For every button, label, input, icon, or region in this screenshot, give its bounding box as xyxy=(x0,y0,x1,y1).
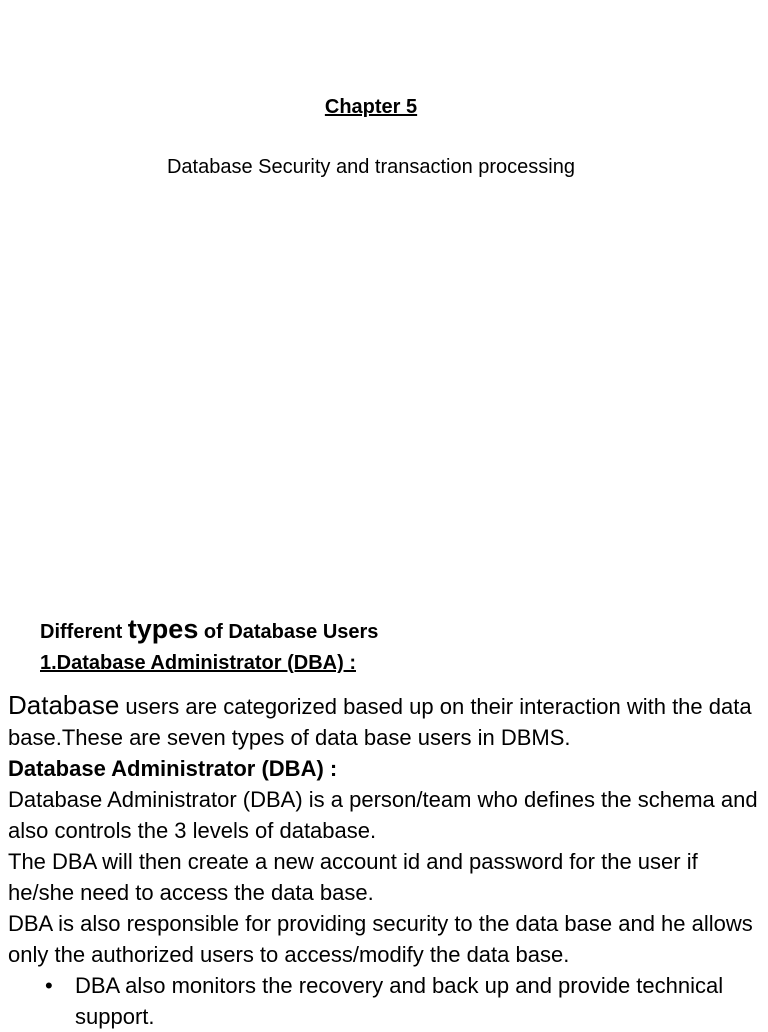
intro-lead-word: Database xyxy=(8,690,120,720)
list-item-text: DBA also monitors the recovery and back up and provide technical support. xyxy=(75,973,724,1029)
section-heading-emphasis: types xyxy=(127,614,199,644)
dba-heading: Database Administrator (DBA) : xyxy=(8,756,338,781)
paragraph-security: DBA is also responsible for providing security to the data base and he allows only the authorized users to access/modify the data base. xyxy=(8,911,753,967)
body-text xyxy=(8,690,763,1032)
list-item xyxy=(45,970,763,1032)
paragraph-account: The DBA will then create a new account id and password for the user if he/she need to access the data base. xyxy=(8,849,698,905)
section-heading-post: of Database Users xyxy=(198,621,379,643)
section-heading xyxy=(40,614,378,645)
intro-rest: users are categorized based up on their interaction with the data base.These are seven types of data base users in DBMS. xyxy=(8,694,752,750)
section-heading-pre: Different xyxy=(40,621,128,643)
dba-subheading: 1.Database Administrator (DBA) : xyxy=(40,652,356,674)
chapter-title: Chapter 5 xyxy=(324,96,418,118)
intro-paragraph xyxy=(8,690,763,753)
chapter-subtitle: Database Security and transaction processing xyxy=(166,156,575,178)
paragraph-schema: Database Administrator (DBA) is a person/team who defines the schema and also controls the 3 levels of database. xyxy=(8,787,758,843)
bullet-list xyxy=(8,970,763,1032)
bullet-icon: • xyxy=(45,973,53,998)
